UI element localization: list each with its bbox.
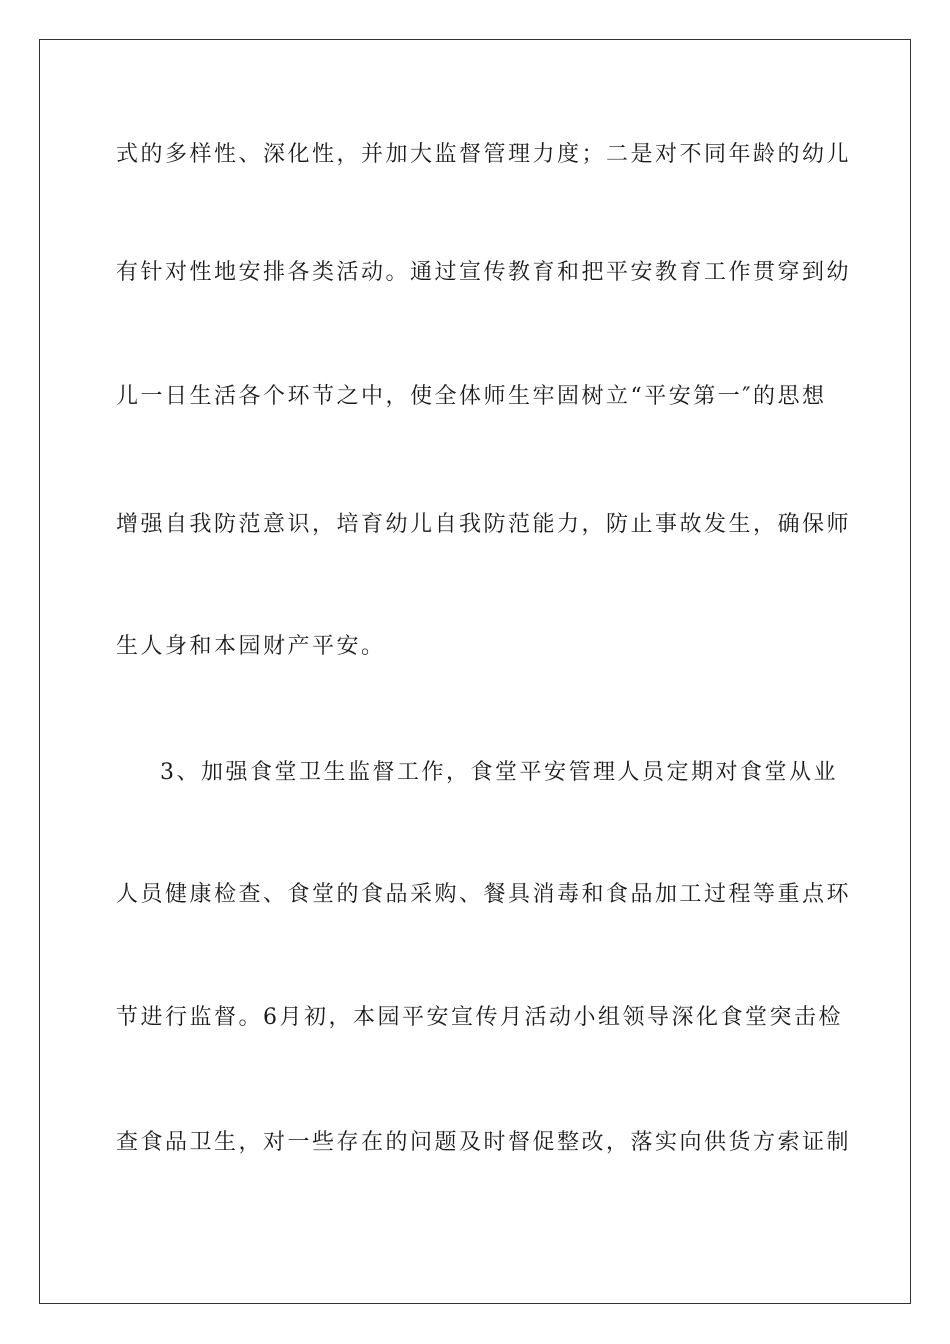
text-line: 生人身和本园财产平安。	[116, 634, 386, 659]
text-line: 查食品卫生，对一些存在的问题及时督促整改，落实向供货方索证制	[116, 1130, 852, 1155]
text-line: 节进行监督。6月初，本园平安宣传月活动小组领导深化食堂突击检	[116, 1005, 843, 1030]
text-line: 有针对性地安排各类活动。通过宣传教育和把平安教育工作贯穿到幼	[116, 260, 852, 285]
text-line: 儿一日生活各个环节之中，使全体师生牢固树立“平安第一″的思想	[116, 384, 827, 409]
text-line: 增强自我防范意识，培育幼儿自我防范能力，防止事故发生，确保师	[116, 512, 852, 537]
text-line: 式的多样性、深化性，并加大监督管理力度；二是对不同年龄的幼儿	[116, 142, 852, 167]
text-line: 3、加强食堂卫生监督工作，食堂平安管理人员定期对食堂从业	[160, 760, 838, 785]
text-line: 人员健康检查、食堂的食品采购、餐具消毒和食品加工过程等重点环	[116, 882, 852, 907]
page-border	[39, 39, 911, 1304]
